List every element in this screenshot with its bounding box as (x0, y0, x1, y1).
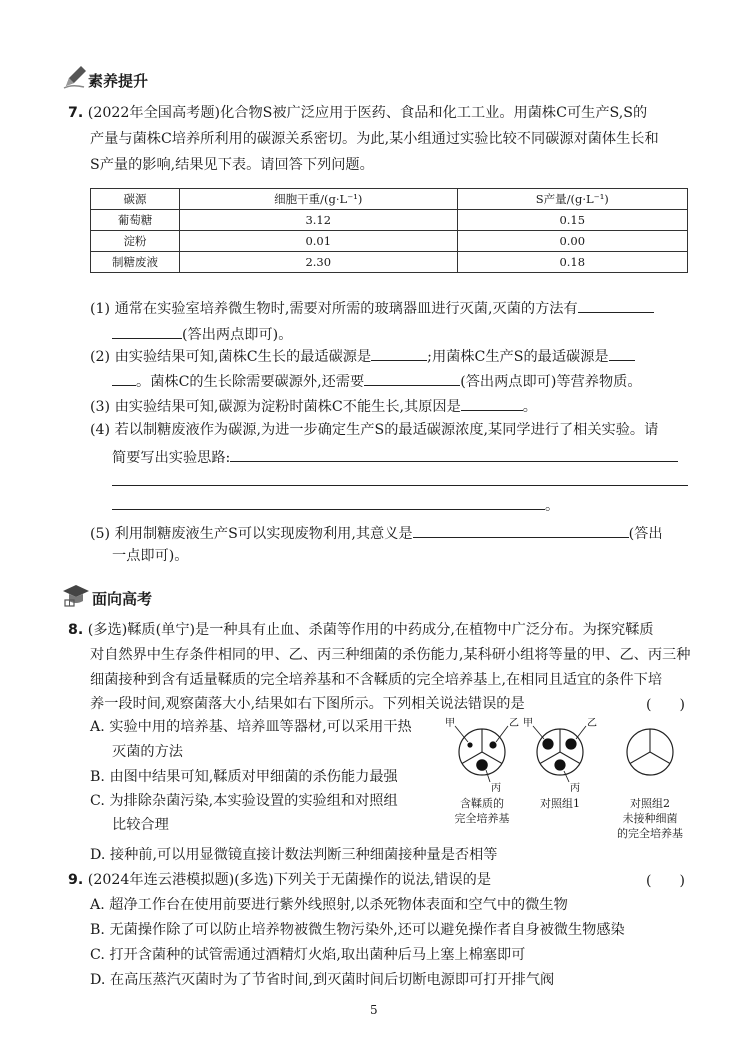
graduation-cap-icon (62, 582, 90, 608)
q7-data-table (90, 188, 688, 273)
table-cell: 0.00 (457, 231, 687, 252)
q7-part5-line1: (5) 利用制糖废液生产S可以实现废物利用,其意义是 (答出 (90, 522, 663, 544)
q7-stem-line3: S产量的影响,结果见下表。请回答下列问题。 (90, 157, 374, 173)
q7-part4-line2: 简要写出实验思路: (112, 446, 678, 468)
label-jia: 甲 (523, 718, 533, 729)
section-title-suyang: 素养提升 (88, 72, 149, 90)
table-cell: 0.01 (180, 231, 458, 252)
answer-blank[interactable] (230, 446, 678, 462)
table-cell: 0.18 (457, 252, 687, 273)
q7-part1-line2: (答出两点即可)。 (112, 323, 292, 345)
page-number: 5 (370, 1003, 378, 1017)
table-header: 细胞干重/(g·L⁻¹) (180, 189, 458, 210)
colony-bing (476, 759, 488, 771)
q7-part4-line4: 。 (112, 494, 559, 516)
colony-yi (565, 738, 576, 749)
table-cell: 0.15 (457, 210, 687, 231)
pencil-icon (62, 64, 88, 90)
q7-part1-line1: (1) 通常在实验室培养微生物时,需要对所需的玻璃器皿进行灭菌,灭菌的方法有 (90, 297, 654, 319)
q7-part5-line2: 一点即可)。 (112, 548, 189, 564)
table-header: 碳源 (91, 189, 180, 210)
table-row (91, 231, 688, 252)
q8-option-a-line1: A. 实验中用的培养基、培养皿等器材,可以采用干热 (90, 719, 412, 735)
label-yi: 乙 (587, 718, 597, 729)
q7-part2-line2: 。菌株C的生长除需要碳源外,还需要 (答出两点即可)等营养物质。 (112, 370, 642, 392)
q8-option-b: B. 由图中结果可知,鞣质对甲细菌的杀伤能力最强 (90, 769, 398, 785)
caption-control2: 对照组2 未接种细菌 的完全培养基 (617, 797, 683, 840)
label-jia: 甲 (445, 718, 455, 729)
petri-dish-control2 (627, 729, 673, 775)
label-bing: 丙 (491, 783, 501, 792)
q8-stem-line4: 养一段时间,观察菌落大小,结果如右下图所示。下列相关说法错误的是 (90, 696, 525, 712)
answer-blank[interactable] (609, 345, 635, 361)
q8-stem-line3: 细菌接种到含有适量鞣质的完全培养基和不含鞣质的完全培养基上,在相同且适宜的条件下培 (90, 672, 663, 688)
table-header: S产量/(g·L⁻¹) (457, 189, 687, 210)
colony-yi (489, 741, 496, 748)
q9-number: 9. (68, 872, 84, 888)
section-title-gaokao: 面向高考 (92, 590, 153, 608)
q7-stem-line1: 7. (2022年全国高考题)化合物S被广泛应用于医药、食品和化工工业。用菌株C可生产S,S的 (68, 105, 648, 121)
label-yi: 乙 (509, 718, 519, 729)
q7-stem-line2: 产量与菌株C培养所利用的碳源关系密切。为此,某小组通过实验比较不同碳源对菌体生长和 (90, 131, 659, 147)
answer-blank[interactable] (371, 345, 427, 361)
answer-blank[interactable] (364, 370, 460, 386)
q9-stem: 9. (2024年连云港模拟题)(多选)下列关于无菌操作的说法,错误的是 (68, 872, 492, 888)
q9-answer-paren[interactable]: ( ) (646, 873, 685, 889)
answer-line[interactable] (112, 485, 688, 486)
table-cell: 淀粉 (91, 231, 180, 252)
colony-bing (554, 759, 565, 770)
q9-option-d: D. 在高压蒸汽灭菌时为了节省时间,到灭菌时间后切断电源即可打开排气阀 (90, 972, 555, 988)
q8-option-a-line2: 灭菌的方法 (112, 744, 183, 760)
q8-stem-line1: 8. (多选)鞣质(单宁)是一种具有止血、杀菌等作用的中药成分,在植物中广泛分布。为探究鞣质 (68, 622, 654, 638)
q9-option-b: B. 无菌操作除了可以防止培养物被微生物污染外,还可以避免操作者自身被微生物感染 (90, 922, 625, 938)
answer-blank[interactable] (112, 370, 136, 386)
q7-part2-line1: (2) 由实验结果可知,菌株C生长的最适碳源是 ;用菌株C生产S的最适碳源是 (90, 345, 635, 367)
table-cell: 3.12 (180, 210, 458, 231)
table-header-row (91, 189, 688, 210)
table-cell: 葡萄糖 (91, 210, 180, 231)
caption-control1: 对照组1 (540, 797, 580, 810)
answer-blank[interactable] (461, 395, 523, 411)
q7-part4-line1: (4) 若以制糖废液作为碳源,为进一步确定生产S的最适碳源浓度,某同学进行了相关实验。请 (90, 422, 659, 438)
colony-jia (467, 742, 472, 747)
answer-blank[interactable] (112, 323, 182, 339)
petri-dish-tannin (445, 717, 519, 792)
table-cell: 2.30 (180, 252, 458, 273)
q8-answer-paren[interactable]: ( ) (646, 697, 685, 713)
q9-option-c: C. 打开含菌种的试管需通过酒精灯火焰,取出菌种后马上塞上棉塞即可 (90, 947, 526, 963)
q8-number: 8. (68, 622, 84, 638)
petri-dish-control1 (523, 717, 597, 792)
q8-option-d: D. 接种前,可以用显微镜直接计数法判断三种细菌接种量是否相等 (90, 847, 498, 863)
answer-blank[interactable] (413, 522, 629, 538)
table-row (91, 210, 688, 231)
table-row (91, 252, 688, 273)
q8-stem-line2: 对自然界中生存条件相同的甲、乙、丙三种细菌的杀伤能力,某科研小组将等量的甲、乙、丙三种 (90, 647, 691, 663)
q7-number: 7. (68, 105, 84, 121)
q8-option-c-line1: C. 为排除杂菌污染,本实验设置的实验组和对照组 (90, 793, 398, 809)
q8-option-c-line2: 比较合理 (112, 817, 169, 833)
table-cell: 制糖废液 (91, 252, 180, 273)
answer-blank[interactable] (112, 494, 545, 510)
colony-jia (542, 738, 553, 749)
caption-tannin-medium: 含鞣质的 完全培养基 (454, 797, 510, 825)
answer-blank[interactable] (578, 297, 654, 313)
q7-part3: (3) 由实验结果可知,碳源为淀粉时菌株C不能生长,其原因是 。 (90, 395, 537, 417)
label-bing: 丙 (570, 783, 580, 792)
q8-figure (430, 712, 692, 842)
q9-option-a: A. 超净工作台在使用前要进行紫外线照射,以杀死物体表面和空气中的微生物 (90, 897, 568, 913)
